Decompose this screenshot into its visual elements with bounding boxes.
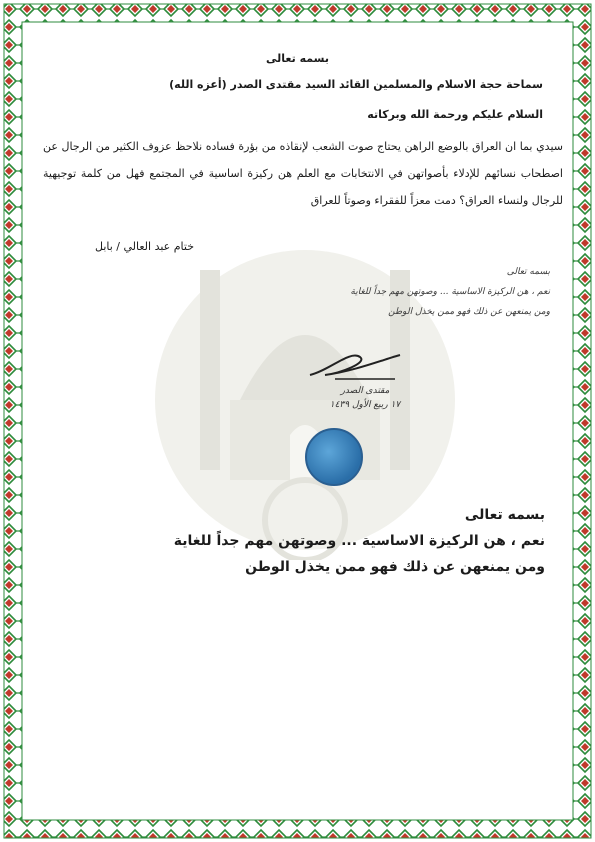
handwritten-line-3: ومن يمنعهن عن ذلك فهو ممن يخذل الوطن [388, 307, 550, 317]
letter-addressee: سماحة حجة الاسلام والمسلمين القائد السيد مقتدى الصدر (أعزه الله) [169, 78, 543, 91]
letter-signer: ختام عبد العالي / بابل [95, 240, 195, 253]
typed-reply [65, 502, 545, 580]
signature-name: مقتدى الصدر [340, 386, 390, 396]
handwritten-reply [290, 262, 550, 322]
typed-reply-line-1: بسمه تعالى [464, 507, 545, 523]
handwritten-line-2: نعم ، هن الركيزة الاساسية ... وصوتهن مهم جداً للغاية [350, 287, 550, 297]
signature-text [300, 384, 430, 412]
signature-date: ١٧ ربيع الأول ١٤٣٩ [329, 400, 401, 410]
typed-reply-line-3: ومن يمنعهن عن ذلك فهو ممن يخذل الوطن [245, 559, 545, 575]
letter-greeting: السلام عليكم ورحمة الله وبركاته [367, 108, 543, 121]
typed-reply-line-2: نعم ، هن الركيزة الاساسية ... وصوتهن مهم جداً للغاية [173, 533, 545, 549]
letter-heading: بسمه تعالى [266, 52, 329, 65]
signature-mark [300, 345, 410, 385]
official-seal [305, 428, 363, 486]
handwritten-line-1: بسمه تعالى [506, 267, 550, 277]
letter-question: سيدي بما ان العراق بالوضع الراهن يحتاج صوت الشعب لإنقاذه من بؤرة فساده نلاحظ عزوف الكثير من الرجال عن اصطحاب نسائهم للإدلاء بأصواتهن في الانتخابات مع العلم هن ركيزة اساسية في المجتمع فهل من كلمة توجيهية للرجال ولنساء العراق؟ دمت معزاً للفقراء وصوتاً للعراق [43, 140, 563, 207]
